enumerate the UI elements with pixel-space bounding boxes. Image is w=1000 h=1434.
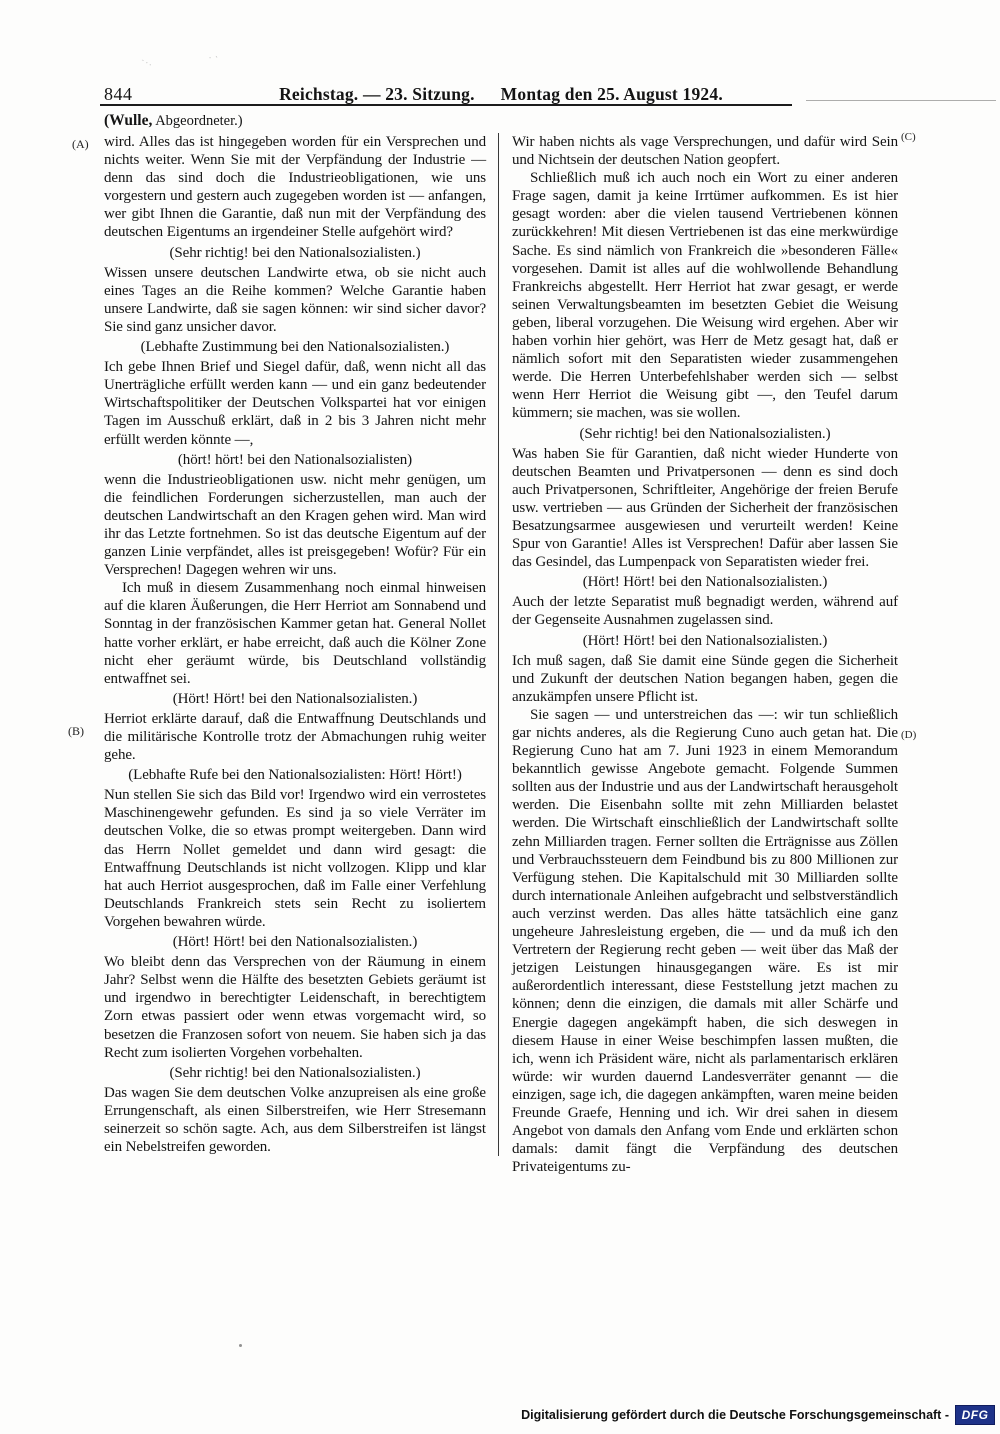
header-rule-faint xyxy=(806,100,996,101)
paragraph: Herriot erklärte darauf, daß die Entwaffnung Deutschlands und die militärische Kontrolle trotz der Abmachungen ruhig weiter gehe. xyxy=(104,710,486,764)
interjection: (Lebhafte Rufe bei den Nationalsozialisten: Hört! Hört!) xyxy=(128,767,462,784)
pencil-mark: · ` xyxy=(206,52,219,67)
paragraph: Auch der letzte Separatist muß begnadigt werden, während auf der Gegenseite Ausnahmen zugelassen sind. xyxy=(512,594,898,629)
paragraph: Das wagen Sie dem deutschen Volke anzupreisen als eine große Errungenschaft, als einen Silberstreifen, wie Herr Stresemann seinerzeit so schön sagte. Ach, aus dem Silberstreifen ist längst ein Nebelstreifen geworden. xyxy=(104,1084,486,1156)
interjection: (Hört! Hört! bei den Nationalsozialisten.) xyxy=(172,934,418,951)
right-column xyxy=(499,133,898,1176)
paragraph: Ich muß in diesem Zusammenhang noch einmal hinweisen auf die klaren Äußerungen, die Herr Herriot am Sonnabend und Sonntag in der französischen Kammer getan hat. General Nollet hatte vorher erklärt, er habe erreicht, daß auch die Kölner Zone nicht eher geräumt würde, bis Deutschland vollständig entwaffnet sei. xyxy=(104,580,486,687)
paragraph: Was haben Sie für Garantien, daß nicht wieder Hunderte von deutschen Beamten und Privatpersonen — denn es sind doch auch Privatpersonen, Schriftleiter, Angehörige der freien Berufe usw. vertrieben — aus Gründen der Sicherheit der französischen Besatzungsarmee ausgewiesen und verurteilt werden! Keine Spur von Garantie! Alles ist Versprechen! Dafür aber lassen Sie das Gesindel, das Lumpenpack von Separatisten wieder frei. xyxy=(512,445,898,571)
speaker-role: Abgeordneter.) xyxy=(155,113,243,129)
digitization-credit-bar xyxy=(521,1404,995,1426)
text-columns xyxy=(104,133,898,1176)
paragraph: wird. Alles das ist hingegeben worden für ein Versprechen und nichts weiter. Wenn Sie mit der Verpfändung der Industrie — denn das sind doch die Industrieobligationen, wie uns vorgestern und gestern auch zugegeben worden ist — anfangen, wer gibt Ihnen die Garantie, daß nun mit der Verpfändung des deutschen Eigentums an irgendeiner Stelle aufgehört wird? xyxy=(104,134,486,241)
paragraph: Ich gebe Ihnen Brief und Siegel dafür, daß, wenn nicht all das Unerträgliche erfüllt werden kann — und ein ganz bedeutender Wirtschaftspolitiker der Deutschen Volkspartei hat vor einigen Tagen im Ausschuß erklärt, daß in 2 bis 3 Jahren nicht mehr erfüllt werden könnte —, xyxy=(104,359,486,448)
header-date: Montag den 25. August 1924. xyxy=(500,84,723,104)
interjection: (Sehr richtig! bei den Nationalsozialisten.) xyxy=(579,425,831,442)
interjection: (hört! hört! bei den Nationalsozialisten) xyxy=(177,451,413,468)
interjection: (Sehr richtig! bei den Nationalsozialisten.) xyxy=(169,244,421,261)
paragraph: Ich muß sagen, daß Sie damit eine Sünde gegen die Sicherheit und Zukunft der deutschen Nation begangen haben, gegen die anzukämpfen unsere Pflicht ist. xyxy=(512,652,898,705)
paragraph: Schließlich muß ich auch noch ein Wort zu einer anderen Frage sagen, damit ja keine Irrtümer aufkommen. Es ist hier gesagt worden: aber die vielen tausend Vertriebenen können zurückkehren! Mit diesen Vertriebenen ist das eine merkwürdige Sache. Es sind nämlich von Frankreich die »besonderen Fälle« vorgesehen. Damit ist alles auf die wohlwollende Behandlung Frankreichs abgestellt. Herr Herriot hat zwar gesagt, er werde seinen Verwaltungsbeamten im besetzten Gebiet die Weisung geben, liberal vorzugehen. Die Weisung wird ergehen. Aber wir haben vorhin hier gehört, was Herr de Metz gesagt hat, daß er nämlich sofort mit den Separatisten wieder zusammengehen werde. Die Herren Unterbefehlshaber werden sich — selbst wenn Herr Herriot die Weisung gibt —, den Teufel darum kümmern; sie machen, was sie wollen. xyxy=(512,170,898,422)
paragraph: Nun stellen Sie sich das Bild vor! Irgendwo wird ein verrostetes Maschinengewehr gefunden. Es sind ja so viele Verräter im deutschen Volke, die so etwas prompt weitergeben. Dann wird das Herrn Nollet gemeldet und dann wird gesagt: die Entwaffnung Deutschlands ist nicht vollzogen. Klipp und klar hat auch Herriot ausgesprochen, daß im Falle einer Verfehlung Deutschlands Frankreich stets sein Recht zu isoliertem Vorgehen bewahren würde. xyxy=(104,787,486,930)
paragraph: Wir haben nichts als vage Versprechungen, und dafür wird Sein und Nichtsein der deutschen Nation geopfert. xyxy=(512,134,898,169)
interjection: (Hört! Hört! bei den Nationalsozialisten.) xyxy=(172,690,418,707)
page-number: 844 xyxy=(104,84,133,104)
interjection: (Hört! Hört! bei den Nationalsozialisten.) xyxy=(582,574,828,591)
page-header xyxy=(104,84,898,105)
paragraph: Sie sagen — und unterstreichen das —: wir tun schließlich gar nichts anderes, als die Regierung Cuno auch getan hat. Die Regierung Cuno hat am 7. Juni 1923 in einem Memorandum bekanntlich gewisse Angebote gemacht. Folgende Summen sollten aus der Industrie und aus der Landwirtschaft herausgeholt werden. Die Eisenbahn sollte mit zehn Milliarden belastet werden. Die Wirtschaft einschließlich der Landwirtschaft sollte zehn Milliarden tragen. Ferner sollten die Erträgnisse aus Zöllen und Verbrauchssteuern dem Feindbund bis zu 800 Millionen zur Verfügung stehen. Die Kapitalschuld mit 30 Milliarden sollte durch internationale Anleihen aufgebracht und selbstverständlich auch verzinst werden. Das alles hätte tatsächlich eine ganz ungeheure Jahresleistung ergeben, die — und da muß ich den Vertretern der Regierung recht geben — weit über das Maß der jetzigen Leistungen hinausgegangen wäre. Es ist mir außerordentlich interessant, diese Feststellung jetzt machen zu können; denn die einzigen, die damals mit aller Schärfe und Energie dagegen angekämpft haben, die sich deswegen in diesem Hause in einer Weise beschimpfen lassen mußten, die ich, wenn ich Präsident wäre, nicht als parlamentarisch erklären würde: wir wurden dauernd Landesverräter genannt — die einzigen, sage ich, die dagegen ankämpften, waren meine beiden Freunde Graefe, Henning und ich. Wir drei sahen in diesem Angebot von damals den Anfang vom Ende und erklärten schon damals: damit fängt die Verpfändung des deutschen Privateigentums zu- xyxy=(512,706,898,1176)
credit-text: Digitalisierung gefördert durch die Deutsche Forschungsgemeinschaft - xyxy=(521,1408,949,1422)
margin-letter-c: (C) xyxy=(901,131,916,143)
paragraph: wenn die Industrieobligationen usw. nicht mehr genügen, um die feindlichen Forderungen sicherzustellen, man auch der deutschen Landwirtschaft an den Kragen gehen wird. Man wird ihr das Letzte fortnehmen. So ist das deutsche Eigentum auf der ganzen Linie verpfändet, alles ist preisgegeben! Wofür? Für ein Versprechen! Dagegen wehren wir uns. xyxy=(104,471,486,579)
interjection: (Hört! Hört! bei den Nationalsozialisten.) xyxy=(582,632,828,649)
paragraph: Wissen unsere deutschen Landwirte etwa, ob sie nicht auch eines Tages an die Reihe kommen? Welche Garantie haben unsere Landwirte, daß sie sagen können: wir sind sicher davor? Sie sind ganz unsicher davor. xyxy=(104,264,486,335)
margin-letter-a: (A) xyxy=(72,137,89,151)
ink-speck xyxy=(239,1344,242,1347)
left-column xyxy=(104,133,499,1156)
paragraph: Wo bleibt denn das Versprechen von der Räumung in einem Jahr? Selbst wenn die Hälfte des besetzten Gebiets geräumt ist und irgendwo in berechtigter Leidenschaft, in berechtigtem Zorn etwas passiert oder wenn etwas vorgemacht wird, so besetzen die Franzosen sofort von neuem. Sie haben sich ja das Recht zum isolierten Vorgehen vorbehalten. xyxy=(104,954,486,1061)
interjection: (Sehr richtig! bei den Nationalsozialisten.) xyxy=(169,1064,421,1081)
interjection: (Lebhafte Zustimmung bei den Nationalsozialisten.) xyxy=(140,339,450,356)
dfg-logo: DFG xyxy=(955,1405,995,1425)
margin-letter-d: (D) xyxy=(901,729,917,741)
margin-letter-b: (B) xyxy=(68,724,84,738)
speaker-note xyxy=(104,112,243,130)
speaker-name: (Wulle, xyxy=(104,112,153,129)
header-rule xyxy=(100,104,792,106)
header-title: Reichstag. — 23. Sitzung. xyxy=(279,84,475,104)
pencil-mark: `·. xyxy=(140,57,153,70)
